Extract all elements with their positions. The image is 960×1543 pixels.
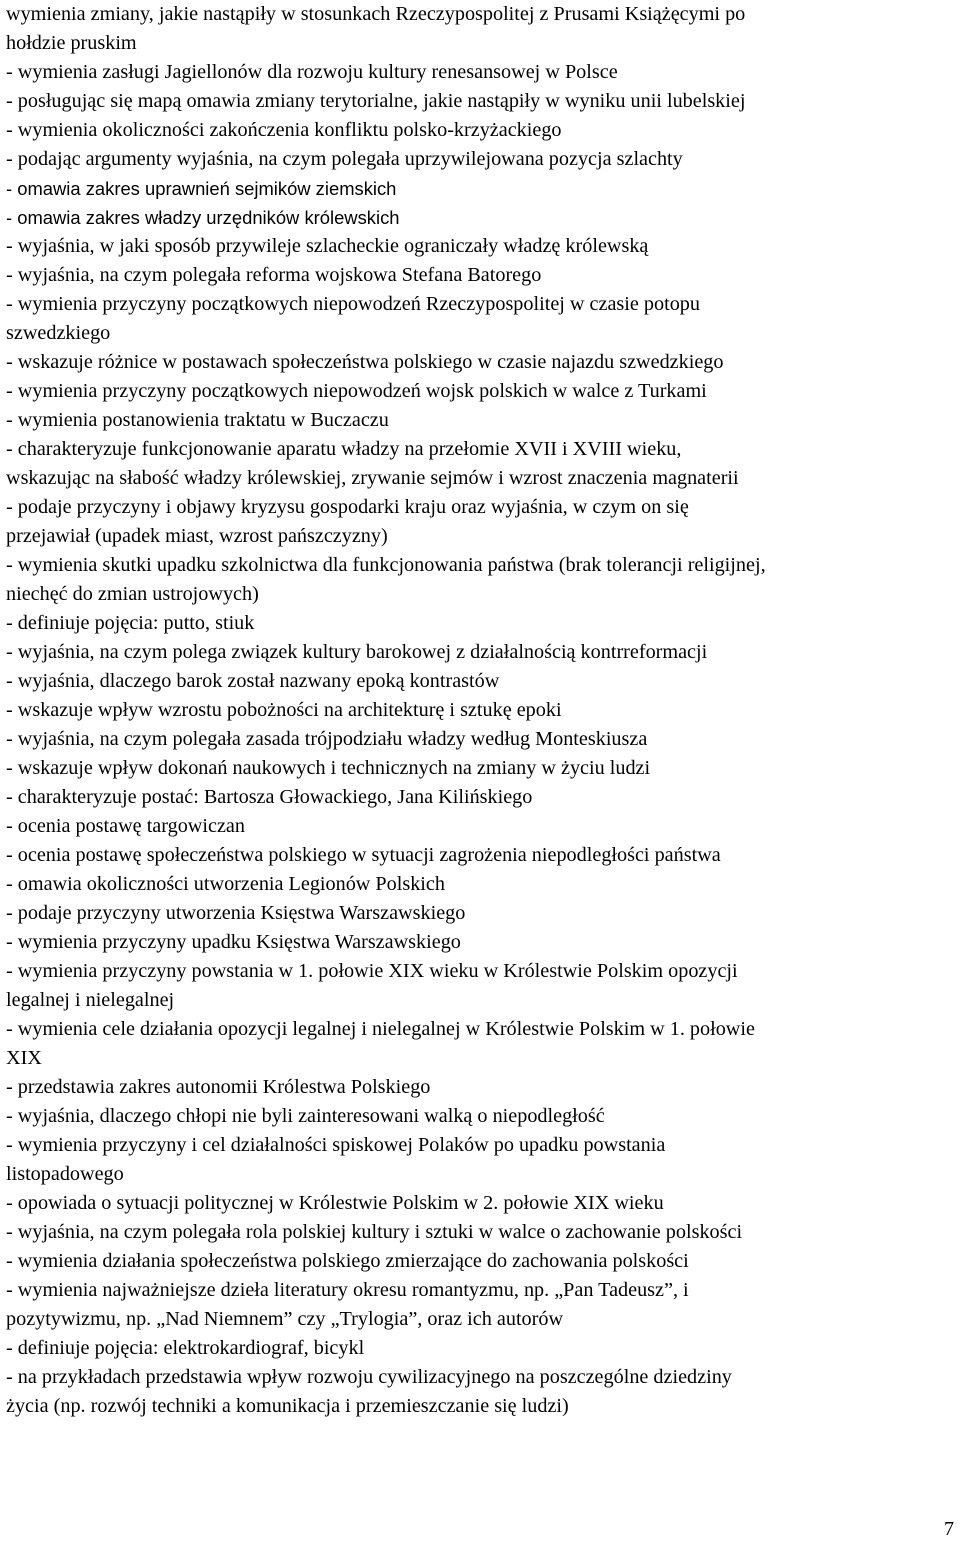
text-line: - podając argumenty wyjaśnia, na czym polegała uprzywilejowana pozycja szlachty	[6, 148, 683, 170]
text-line: - wymienia najważniejsze dzieła literatury okresu romantyzmu, np. „Pan Tadeusz”, i	[6, 1279, 689, 1301]
text-line: - podaje przyczyny utworzenia Księstwa Warszawskiego	[6, 902, 466, 924]
text-line: - charakteryzuje postać: Bartosza Głowackiego, Jana Kilińskiego	[6, 786, 533, 808]
text-line: wymienia zmiany, jakie nastąpiły w stosunkach Rzeczypospolitej z Prusami Książęcymi po	[6, 3, 746, 25]
text-line: - ocenia postawę społeczeństwa polskiego w sytuacji zagrożenia niepodległości państwa	[6, 844, 721, 866]
text-line: - wskazuje wpływ wzrostu pobożności na architekturę i sztukę epoki	[6, 699, 562, 721]
text-line: - wskazuje różnice w postawach społeczeństwa polskiego w czasie najazdu szwedzkiego	[6, 351, 724, 373]
text-line: - definiuje pojęcia: putto, stiuk	[6, 612, 255, 634]
text-line: życia (np. rozwój techniki a komunikacja i przemieszczanie się ludzi)	[6, 1395, 569, 1417]
text-line: - wyjaśnia, na czym polegała rola polskiej kultury i sztuki w walce o zachowanie polskości	[6, 1221, 743, 1243]
text-line: listopadowego	[6, 1163, 124, 1185]
text-line: - wymienia przyczyny powstania w 1. połowie XIX wieku w Królestwie Polskim opozycji	[6, 960, 738, 982]
page-number: 7	[944, 1518, 954, 1540]
requirements-list	[6, 0, 960, 1421]
text-line: - podaje przyczyny i objawy kryzysu gospodarki kraju oraz wyjaśnia, w czym on się	[6, 496, 689, 518]
text-line: - wyjaśnia, na czym polegała reforma wojskowa Stefana Batorego	[6, 264, 542, 286]
text-line: - wymienia przyczyny i cel działalności spiskowej Polaków po upadku powstania	[6, 1134, 666, 1156]
text-line: przejawiał (upadek miast, wzrost pańszczyzny)	[6, 525, 388, 547]
text-line: niechęć do zmian ustrojowych)	[6, 583, 259, 605]
text-line: - omawia zakres władzy urzędników królewskich	[6, 207, 400, 228]
text-line: - wymienia zasługi Jagiellonów dla rozwoju kultury renesansowej w Polsce	[6, 61, 618, 83]
text-line: - wyjaśnia, dlaczego barok został nazwany epoką kontrastów	[6, 670, 500, 692]
text-line: - charakteryzuje funkcjonowanie aparatu władzy na przełomie XVII i XVIII wieku,	[6, 438, 682, 460]
text-line: - wyjaśnia, w jaki sposób przywileje szlacheckie ograniczały władzę królewską	[6, 235, 649, 257]
text-line: - wymienia przyczyny początkowych niepowodzeń wojsk polskich w walce z Turkami	[6, 380, 707, 402]
text-line: - wymienia przyczyny upadku Księstwa Warszawskiego	[6, 931, 461, 953]
text-line: hołdzie pruskim	[6, 32, 137, 54]
text-line: szwedzkiego	[6, 322, 111, 344]
text-line: - wyjaśnia, dlaczego chłopi nie byli zainteresowani walką o niepodległość	[6, 1105, 605, 1127]
text-line: - wyjaśnia, na czym polega związek kultury barokowej z działalnością kontrreformacji	[6, 641, 708, 663]
text-line: - wskazuje wpływ dokonań naukowych i technicznych na zmiany w życiu ludzi	[6, 757, 651, 779]
text-line: - definiuje pojęcia: elektrokardiograf, bicykl	[6, 1337, 365, 1359]
text-line: - przedstawia zakres autonomii Królestwa Polskiego	[6, 1076, 431, 1098]
text-line: - opowiada o sytuacji politycznej w Królestwie Polskim w 2. połowie XIX wieku	[6, 1192, 664, 1214]
text-line: - wymienia przyczyny początkowych niepowodzeń Rzeczypospolitej w czasie potopu	[6, 293, 700, 315]
text-line: - wyjaśnia, na czym polegała zasada trójpodziału władzy według Monteskiusza	[6, 728, 648, 750]
text-line: - wymienia cele działania opozycji legalnej i nielegalnej w Królestwie Polskim w 1. połowie	[6, 1018, 755, 1040]
text-line: - wymienia postanowienia traktatu w Buczaczu	[6, 409, 389, 431]
text-line: - ocenia postawę targowiczan	[6, 815, 245, 837]
text-line: - omawia okoliczności utworzenia Legionów Polskich	[6, 873, 445, 895]
text-line: - na przykładach przedstawia wpływ rozwoju cywilizacyjnego na poszczególne dziedziny	[6, 1366, 732, 1388]
text-line: pozytywizmu, np. „Nad Niemnem” czy „Trylogia”, oraz ich autorów	[6, 1308, 564, 1330]
text-line: legalnej i nielegalnej	[6, 989, 175, 1011]
text-line: XIX	[6, 1047, 42, 1069]
text-line: - posługując się mapą omawia zmiany terytorialne, jakie nastąpiły w wyniku unii lubelskiej	[6, 90, 746, 112]
text-line: - wymienia skutki upadku szkolnictwa dla funkcjonowania państwa (brak tolerancji religijnej,	[6, 554, 766, 576]
text-line: - omawia zakres uprawnień sejmików ziemskich	[6, 178, 397, 199]
text-line: wskazując na słabość władzy królewskiej, zrywanie sejmów i wzrost znaczenia magnaterii	[6, 467, 739, 489]
text-line: - wymienia działania społeczeństwa polskiego zmierzające do zachowania polskości	[6, 1250, 689, 1272]
text-line: - wymienia okoliczności zakończenia konfliktu polsko-krzyżackiego	[6, 119, 562, 141]
